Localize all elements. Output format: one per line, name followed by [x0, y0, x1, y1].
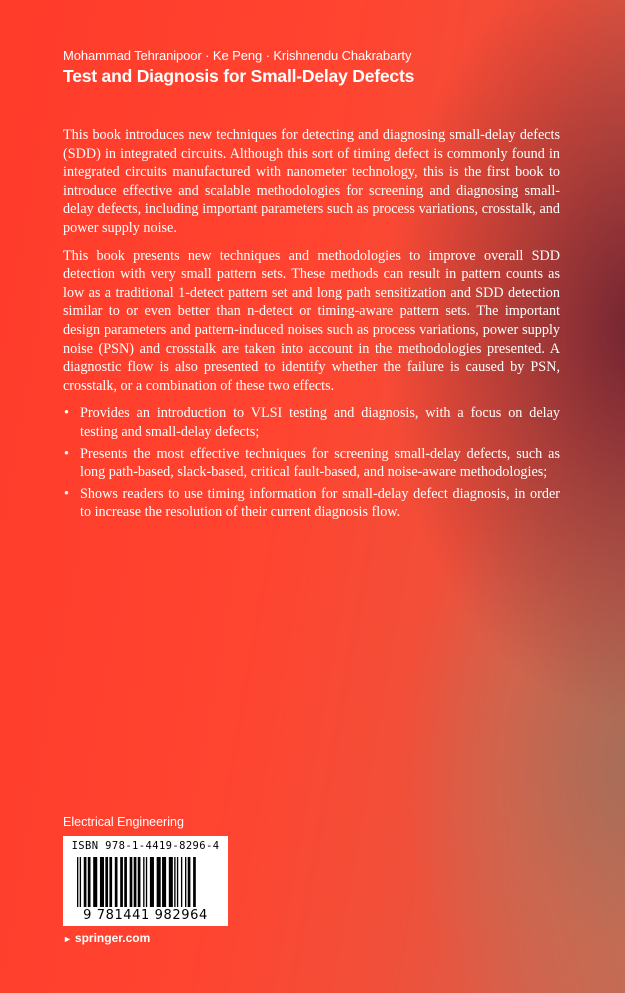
barcode-bar — [93, 857, 97, 907]
barcode-bar — [169, 857, 173, 907]
barcode-bar — [105, 857, 108, 907]
barcode-bar — [188, 857, 191, 907]
book-title: Test and Diagnosis for Small-Delay Defects — [63, 66, 415, 86]
barcode-bar — [177, 857, 178, 907]
bullet-icon: • — [64, 405, 69, 422]
barcode-bar — [84, 857, 87, 907]
barcode-bar — [157, 857, 161, 907]
barcode-bar — [193, 857, 196, 907]
description-text — [63, 126, 560, 525]
barcode-bar — [138, 857, 141, 907]
isbn-label: ISBN 978-1-4419-8296-4 — [71, 840, 220, 852]
barcode-bar — [134, 857, 137, 907]
description-paragraph-2: This book presents new techniques and methodologies to improve overall SDD detection with very small pattern sets. These methods can result in pattern counts as low as a traditional 1-detect pattern set and long path sensitization and SDD detection similar to or even better than n-detect or timing-aware pattern sets. The important design parameters and pattern-induced noises such as process variations, power supply noise (PSN) and crosstalk are taken into account in the methodologies presented. A diagnostic flow is also presented to identify whether the failure is caused by PSN, crosstalk, or a combination of these two effects. — [63, 247, 560, 394]
barcode-bar — [115, 857, 118, 907]
barcode-icon — [77, 857, 214, 907]
barcode-digits: 9 781441 982964 — [83, 908, 208, 923]
barcode-bar — [130, 857, 133, 907]
publisher-url: springer.com — [74, 931, 151, 945]
feature-text: Presents the most effective techniques for screening small-delay defects, such as long path-based, slack-based, critical fault-based, and noise-aware methodologies; — [80, 445, 560, 481]
barcode-bar — [124, 857, 127, 907]
barcode-bar — [120, 857, 123, 907]
arrow-right-icon: ► — [63, 934, 72, 944]
authors-line: Mohammad Tehranipoor · Ke Peng · Krishnendu Chakrabarty — [63, 48, 412, 63]
barcode-bar — [100, 857, 104, 907]
barcode-bar — [150, 857, 154, 907]
feature-list-item — [63, 485, 560, 522]
barcode-bar — [109, 857, 112, 907]
barcode-bar — [88, 857, 91, 907]
isbn-barcode-box — [63, 836, 228, 926]
description-paragraph-1: This book introduces new techniques for detecting and diagnosing small-delay defects (SDD) in integrated circuits. Although this sort of timing defect is commonly found in integrated circuits manufactured with nanometer technology, this is the first book to introduce effective and scalable methodologies for screening and diagnosing small-delay defects, including important parameters such as process variations, crosstalk, and power supply noise. — [63, 127, 560, 236]
barcode-bar — [181, 857, 182, 907]
feature-text: Shows readers to use timing information for small-delay defect diagnosis, in order to increase the resolution of their current diagnosis flow. — [80, 485, 560, 521]
feature-list-item — [63, 445, 560, 482]
bullet-icon: • — [64, 485, 69, 502]
feature-list — [63, 404, 560, 522]
feature-text: Provides an introduction to VLSI testing and diagnosis, with a focus on delay testing and small-delay defects; — [80, 405, 560, 440]
feature-list-item — [63, 404, 560, 441]
subject-category: Electrical Engineering — [63, 815, 184, 829]
barcode-bar — [77, 857, 78, 907]
barcode-bar — [146, 857, 147, 907]
bullet-icon: • — [64, 445, 69, 462]
barcode-bar — [143, 857, 144, 907]
publisher-link[interactable] — [63, 931, 150, 945]
barcode-bar — [80, 857, 81, 907]
barcode-bar — [174, 857, 175, 907]
barcode-bar — [185, 857, 186, 907]
barcode-bar — [162, 857, 166, 907]
